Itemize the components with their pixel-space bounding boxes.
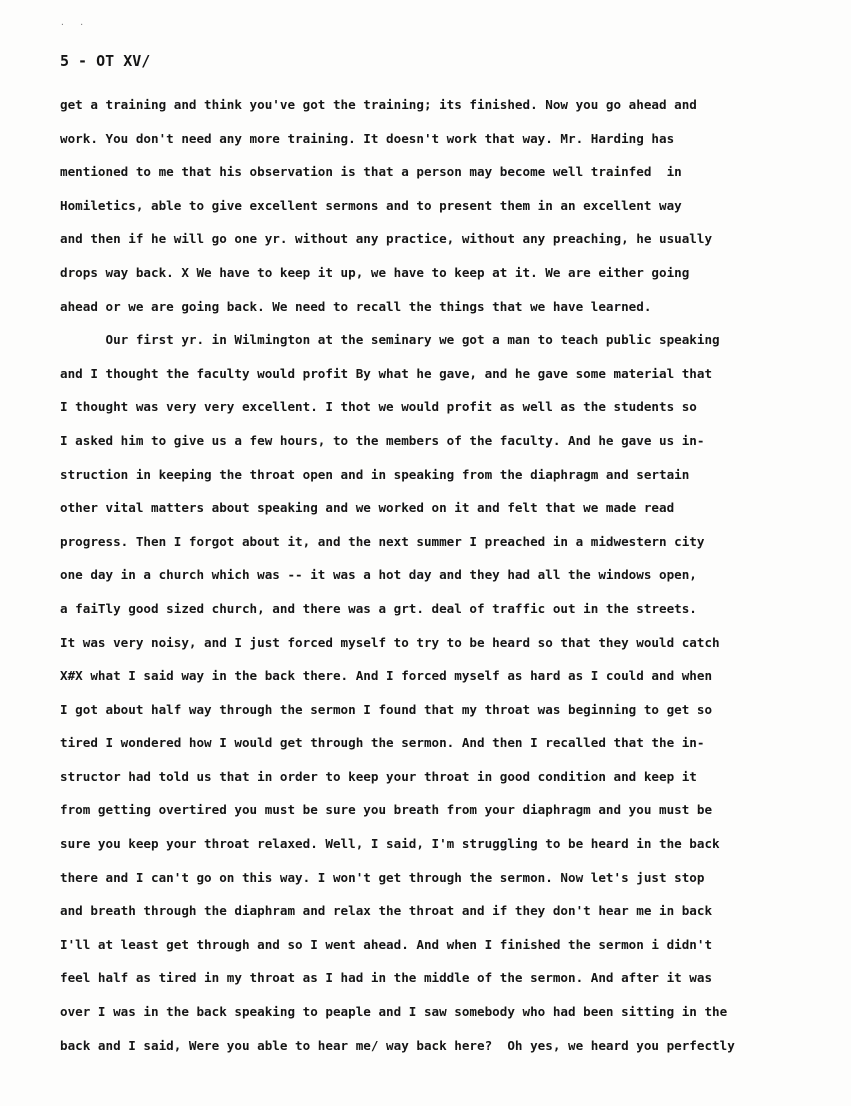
text-line: I'll at least get through and so I went ahead. And when I finished the sermon i didn't	[60, 936, 713, 952]
text-line: tired I wondered how I would get through the sermon. And then I recalled that the in-	[60, 735, 705, 751]
text-line: structor had told us that in order to keep your throat in good condition and keep it	[60, 768, 697, 784]
text-line: back and I said, Were you able to hear me/ way back here? Oh yes, we heard you perfectly	[60, 1037, 735, 1053]
text-line: and breath through the diaphram and relax the throat and if they don't hear me in back	[60, 903, 713, 919]
text-line: struction in keeping the throat open and in speaking from the diaphragm and sertain	[60, 466, 690, 482]
text-line: work. You don't need any more training. It doesn't work that way. Mr. Harding has	[60, 130, 675, 146]
text-line: progress. Then I forgot about it, and the next summer I preached in a midwestern city	[60, 533, 705, 549]
text-line: feel half as tired in my throat as I had in the middle of the sermon. And after it was	[60, 970, 713, 986]
text-line: there and I can't go on this way. I won't get through the sermon. Now let's just stop	[60, 869, 705, 885]
text-line: It was very noisy, and I just forced myself to try to be heard so that they would catch	[60, 634, 720, 650]
text-line: other vital matters about speaking and we worked on it and felt that we made read	[60, 500, 675, 516]
text-line: Homiletics, able to give excellent sermons and to present them in an excellent way	[60, 197, 682, 213]
text-line: get a training and think you've got the training; its finished. Now you go ahead and	[60, 97, 697, 112]
text-line: Our first yr. in Wilmington at the seminary we got a man to teach public speaking	[60, 332, 720, 348]
text-line: mentioned to me that his observation is that a person may become well trainfed in	[60, 164, 682, 180]
text-line: one day in a church which was -- it was a hot day and they had all the windows open,	[60, 567, 697, 583]
text-line: and I thought the faculty would profit By what he gave, and he gave some material that	[60, 365, 713, 381]
text-line: and then if he will go one yr. without any practice, without any preaching, he usually	[60, 231, 713, 247]
page-specks: . .	[60, 18, 85, 27]
text-line: I got about half way through the sermon I found that my throat was beginning to get so	[60, 701, 713, 717]
text-line: a faiTly good sized church, and there was a grt. deal of traffic out in the streets.	[60, 600, 697, 616]
text-line: I asked him to give us a few hours, to the members of the faculty. And he gave us in-	[60, 432, 705, 448]
text-line: ahead or we are going back. We need to recall the things that we have learned.	[60, 298, 652, 314]
text-line: I thought was very very excellent. I thot we would profit as well as the students so	[60, 399, 697, 415]
text-line: over I was in the back speaking to peaple and I saw somebody who had been sitting in the	[60, 1004, 728, 1020]
body-text	[60, 88, 840, 1062]
text-line: drops way back. X We have to keep it up, we have to keep at it. We are either going	[60, 264, 690, 280]
text-line: from getting overtired you must be sure you breath from your diaphragm and you must be	[60, 802, 713, 818]
text-line: X#X what I said way in the back there. And I forced myself as hard as I could and when	[60, 668, 713, 684]
text-line: sure you keep your throat relaxed. Well, I said, I'm struggling to be heard in the back	[60, 836, 720, 852]
page-header: 5 - OT XV/	[60, 52, 151, 70]
